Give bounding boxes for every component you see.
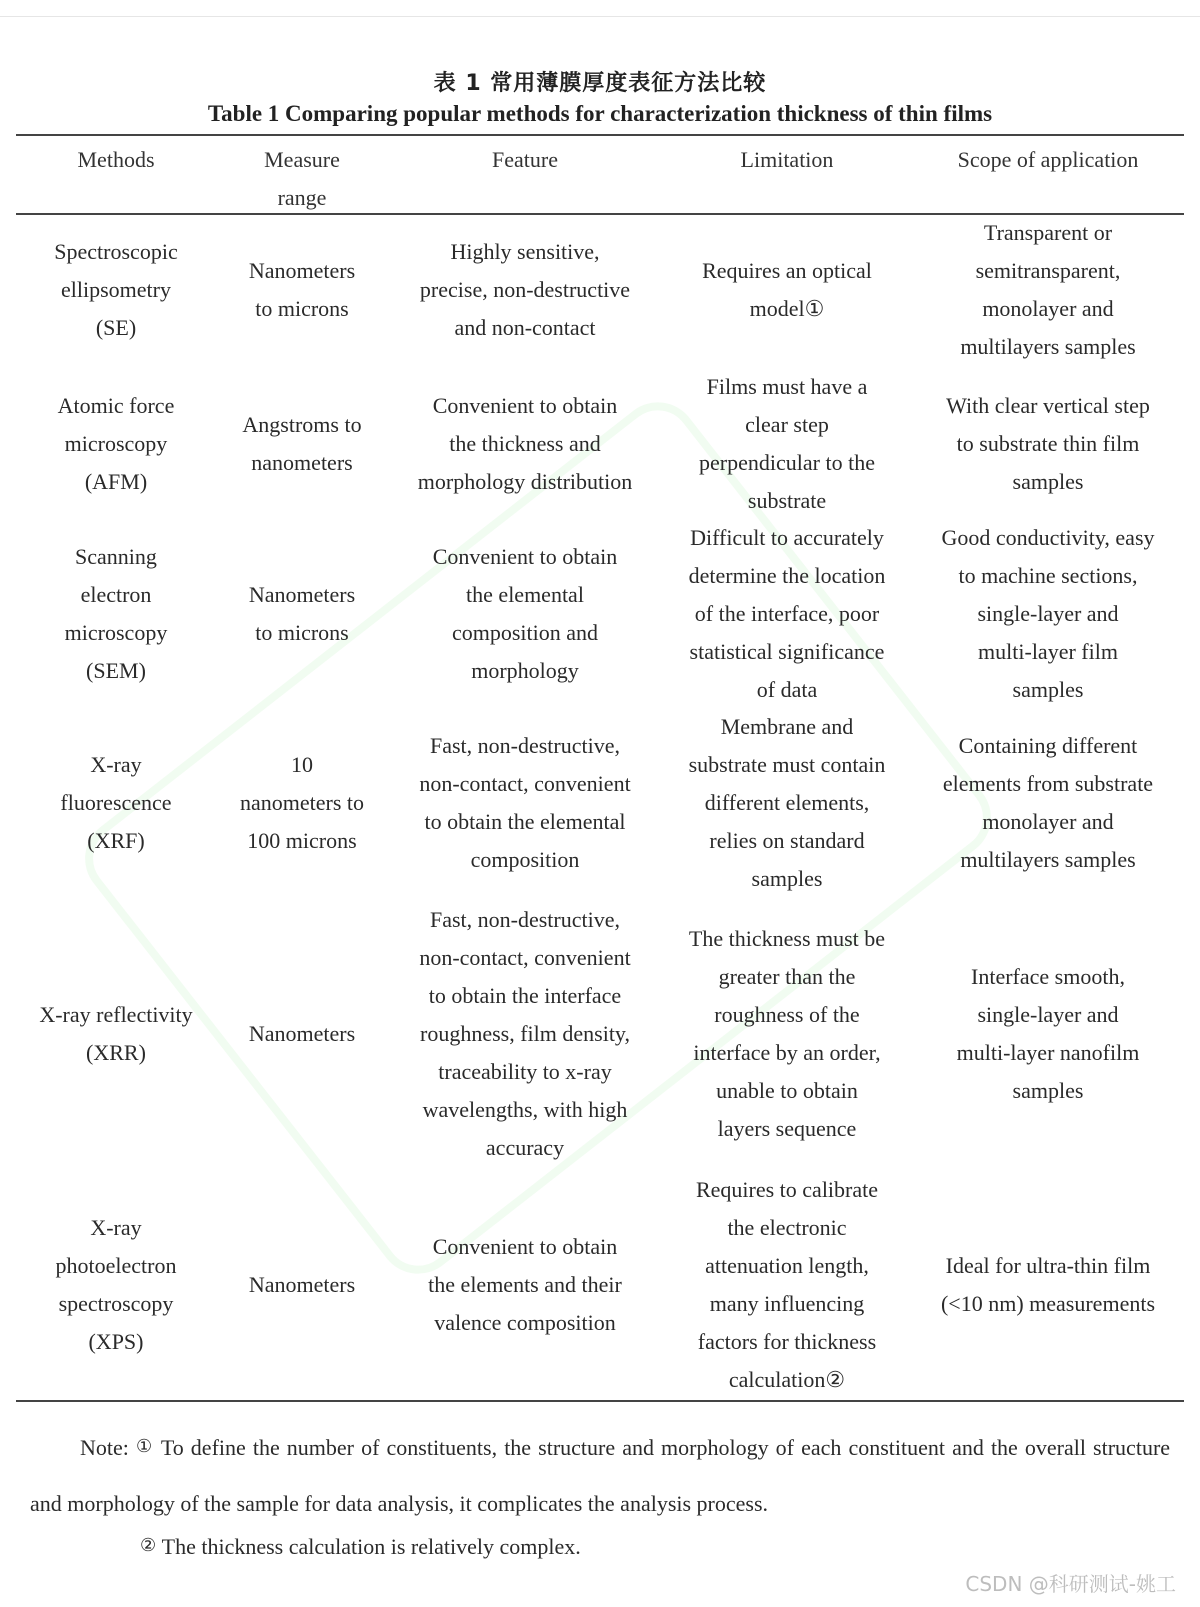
top-divider	[0, 16, 1200, 17]
cell-limitation: Requires to calibrate the electronic attenuation length, many influencing factors for thickness calculation②	[695, 1177, 879, 1392]
table-row	[16, 1170, 1184, 1400]
footnote-marker-2: ②	[140, 1535, 157, 1555]
cell-range: Nanometers to microns	[248, 258, 356, 321]
cell-limitation: The thickness must be greater than the roughness of the interface by an order, unable to obtain layers sequence	[688, 926, 886, 1141]
table-bottom-rule	[16, 1400, 1184, 1402]
table-title-chinese: 表 1 常用薄膜厚度表征方法比较	[433, 71, 767, 96]
footnote-marker-1: ①	[135, 1436, 154, 1456]
cell-method: X-ray fluorescence (XRF)	[60, 752, 172, 853]
cell-limitation: Requires an optical model①	[702, 258, 872, 321]
cell-feature: Convenient to obtain the thickness and morphology distribution	[417, 393, 633, 494]
table-row	[16, 520, 1184, 708]
csdn-watermark: CSDN @科研测试-姚工	[965, 1572, 1176, 1596]
cell-feature: Convenient to obtain the elemental composition and morphology	[432, 544, 618, 683]
table-title-english: Table 1 Comparing popular methods for characterization thickness of thin films	[207, 101, 993, 126]
cell-limitation: Membrane and substrate must contain different elements, relies on standard samples	[688, 714, 886, 891]
cell-feature: Fast, non-destructive, non-contact, convenient to obtain the elemental composition	[419, 733, 631, 872]
table-row	[16, 898, 1184, 1170]
cell-method: Spectroscopic ellipsometry (SE)	[54, 239, 178, 340]
header-measure-range: Measure range	[264, 147, 340, 210]
cell-range: Nanometers	[248, 1021, 356, 1046]
table-row	[16, 368, 1184, 520]
cell-limitation: Difficult to accurately determine the location of the interface, poor statistical significance of data	[688, 525, 886, 702]
footnote-2	[140, 1530, 1040, 1562]
cell-scope: Interface smooth, single-layer and multi-layer nanofilm samples	[956, 964, 1140, 1103]
cell-scope: With clear vertical step to substrate thin film samples	[946, 393, 1150, 494]
cell-scope: Transparent or semitransparent, monolayer and multilayers samples	[960, 220, 1136, 359]
cell-feature: Highly sensitive, precise, non-destructive and non-contact	[419, 239, 631, 340]
header-feature: Feature	[492, 147, 558, 172]
table-top-rule	[16, 134, 1184, 136]
note-prefix: Note:	[80, 1435, 129, 1460]
cell-scope: Ideal for ultra-thin film (<10 nm) measurements	[940, 1253, 1156, 1316]
cell-method: Atomic force microscopy (AFM)	[57, 393, 175, 494]
header-scope: Scope of application	[957, 147, 1139, 172]
table-row	[16, 708, 1184, 898]
cell-method: X-ray photoelectron spectroscopy (XPS)	[55, 1215, 177, 1354]
cell-method: Scanning electron microscopy (SEM)	[64, 544, 168, 683]
footnote-2-text: The thickness calculation is relatively complex.	[161, 1534, 581, 1559]
table-header	[16, 141, 1184, 211]
cell-feature: Convenient to obtain the elements and their valence composition	[428, 1234, 622, 1335]
footnote-1	[30, 1418, 1170, 1532]
cell-feature: Fast, non-destructive, non-contact, convenient to obtain the interface roughness, film density, traceability to x-ray wavelengths, with high accuracy	[419, 907, 631, 1160]
footnote-1-text: To define the number of constituents, the structure and morphology of each constituent and the overall structure and morphology of the sample for data analysis, it complicates the analysis process.	[30, 1435, 1171, 1516]
cell-limitation: Films must have a clear step perpendicular to the substrate	[699, 374, 875, 513]
cell-method: X-ray reflectivity (XRR)	[39, 1002, 193, 1065]
cell-range: Nanometers	[248, 1272, 356, 1297]
header-limitation: Limitation	[740, 147, 834, 172]
cell-range: Nanometers to microns	[248, 582, 356, 645]
cell-scope: Containing different elements from substrate monolayer and multilayers samples	[942, 733, 1154, 872]
cell-range: 10 nanometers to 100 microns	[239, 752, 365, 853]
header-methods: Methods	[77, 147, 155, 172]
table-row	[16, 212, 1184, 368]
cell-range: Angstroms to nanometers	[242, 412, 362, 475]
cell-scope: Good conductivity, easy to machine sections, single-layer and multi-layer film samples	[941, 525, 1155, 702]
